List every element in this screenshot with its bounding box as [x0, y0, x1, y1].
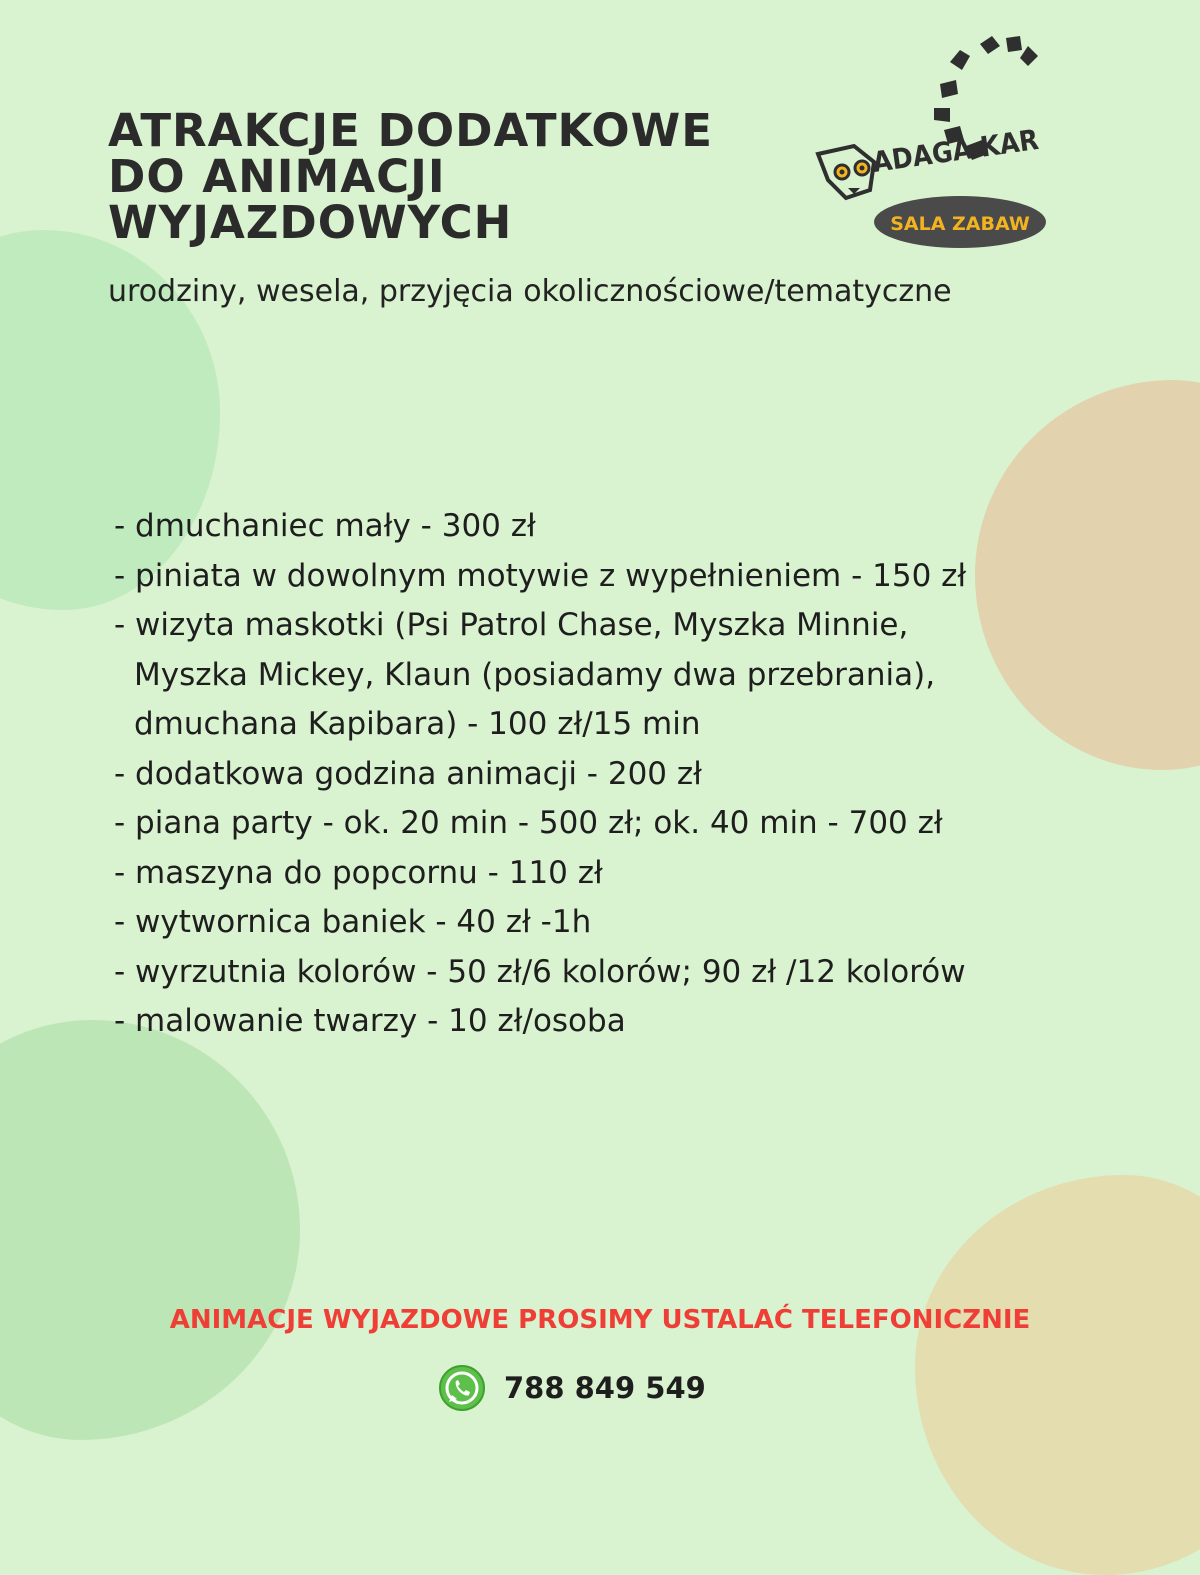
decorative-blob-beige: [915, 1175, 1200, 1575]
list-item: - piana party - ok. 20 min - 500 zł; ok. 40 min - 700 zł: [114, 805, 943, 841]
page-subtitle: urodziny, wesela, przyjęcia okolicznościowe/tematyczne: [108, 274, 952, 309]
brand-logo: [810, 22, 1080, 262]
logo-brand-text: ADAGA KAR: [870, 122, 1041, 179]
list-item: - piniata w dowolnym motywie z wypełnieniem - 150 zł: [114, 557, 967, 594]
title-line: ATRAKCJE DODATKOWE: [108, 104, 713, 157]
decorative-blob-green: [0, 1020, 300, 1440]
list-item: - malowanie twarzy - 10 zł/osoba: [114, 1003, 626, 1039]
list-item: - wyrzutnia kolorów - 50 zł/6 kolorów; 90 zł /12 kolorów: [114, 953, 966, 990]
list-item: - wizyta maskotki (Psi Patrol Chase, Myszka Minnie,: [114, 607, 909, 643]
phone-notice: ANIMACJE WYJAZDOWE PROSIMY USTALAĆ TELEFONICZNIE: [169, 1305, 1031, 1335]
title-line: WYJAZDOWYCH: [108, 196, 513, 249]
page-title: [108, 104, 828, 249]
title-line: DO ANIMACJI: [108, 150, 446, 203]
lemur-icon: [818, 146, 874, 198]
attractions-list: [114, 502, 1174, 1047]
list-item-continuation: dmuchana Kapibara) - 100 zł/15 min: [134, 706, 701, 742]
phone-number[interactable]: 788 849 549: [504, 1371, 706, 1405]
list-item-continuation: Myszka Mickey, Klaun (posiadamy dwa przebrania),: [134, 656, 936, 693]
logo-badge-text: SALA ZABAW: [890, 213, 1030, 235]
list-item: - maszyna do popcornu - 110 zł: [114, 854, 603, 891]
phone-contact[interactable]: [438, 1360, 706, 1416]
whatsapp-phone-icon: [438, 1364, 486, 1412]
list-item: - dmuchaniec mały - 300 zł: [114, 508, 536, 544]
list-item: - wytwornica baniek - 40 zł -1h: [114, 904, 592, 940]
list-item: - dodatkowa godzina animacji - 200 zł: [114, 755, 702, 792]
